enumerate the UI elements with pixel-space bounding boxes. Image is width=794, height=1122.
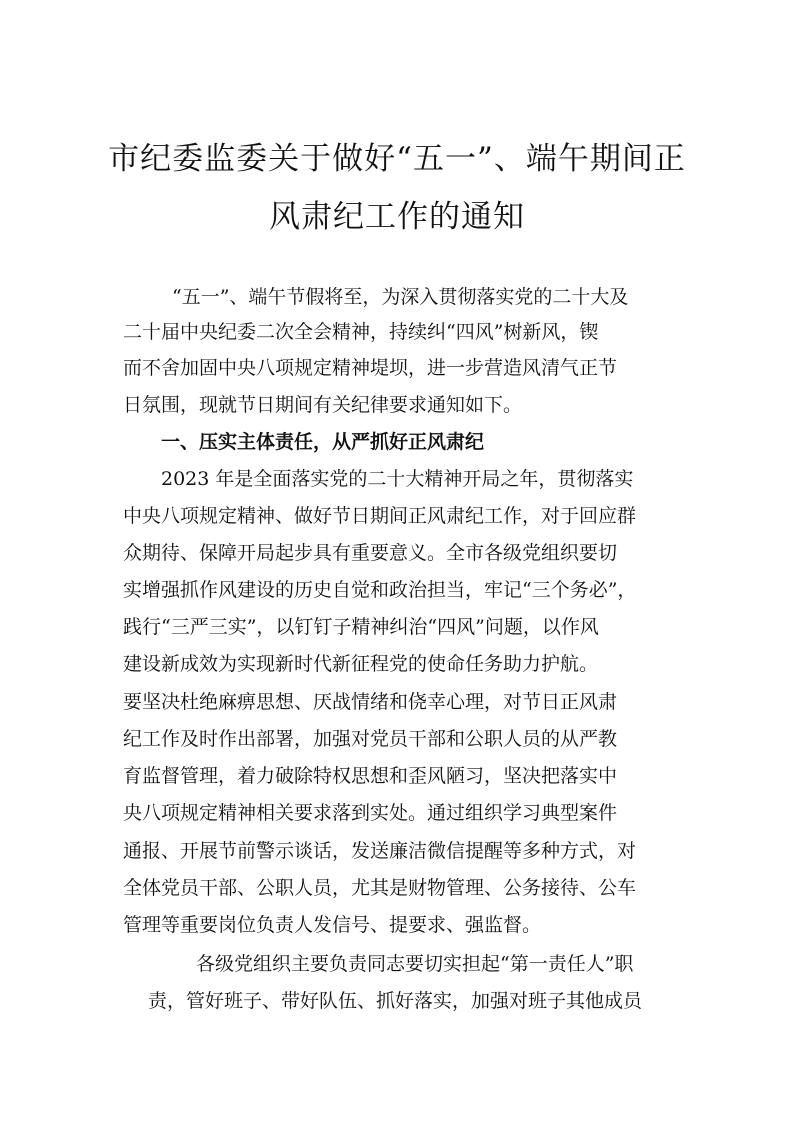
document-title-line-2: 风肃纪工作的通知 (269, 199, 525, 235)
section-line: 实增强抓作风建设的历史自觉和政治担当，牢记“三个务必”， (123, 579, 637, 601)
section-line: 管理等重要岗位负责人发信号、提要求、强监督。 (123, 914, 542, 936)
section-line: 要坚决杜绝麻痹思想、厌战情绪和侥幸心理，对节日正风肃 (123, 691, 618, 713)
section-line: 践行“三严三实”，以钉钉子精神纠治“四风”问题，以作风 (123, 616, 599, 638)
section-line: 众期待、保障开局起步具有重要意义。全市各级党组织要切 (123, 542, 618, 564)
document-title-line-1: 市纪委监委关于做好“五一”、端午期间正 (108, 141, 686, 177)
intro-line: “五一”、端午节假将至，为深入贯彻落实党的二十大及 (172, 286, 629, 308)
intro-line: 日氛围，现就节日期间有关纪律要求通知如下。 (123, 394, 523, 416)
section-line: 纪工作及时作出部署，加强对党员干部和公职人员的从严教 (123, 728, 618, 750)
section-heading: 一、压实主体责任，从严抓好正风肃纪 (161, 431, 485, 453)
section-line: 央八项规定精神相关要求落到实处。通过组织学习典型案件 (123, 802, 618, 824)
section-line: 通报、开展节前警示谈话，发送廉洁微信提醒等多种方式，对 (123, 840, 637, 862)
intro-line: 而不舍加固中央八项规定精神堤坝，进一步营造风清气正节 (123, 357, 618, 379)
paragraph-line: 各级党组织主要负责同志要切实担起“第一责任人”职 (196, 953, 634, 975)
section-line: 2023 年是全面落实党的二十大精神开局之年，贯彻落实 (161, 468, 634, 490)
paragraph-line: 责，管好班子、带好队伍、抓好落实，加强对班子其他成员 (148, 990, 643, 1012)
section-line: 中央八项规定精神、做好节日期间正风肃纪工作，对于回应群 (123, 505, 637, 527)
section-line: 建设新成效为实现新时代新征程党的使命任务助力护航。 (123, 653, 599, 675)
intro-line: 二十届中央纪委二次全会精神，持续纠“四风”树新风，锲 (123, 321, 599, 343)
section-line: 育监督管理，着力破除特权思想和歪风陋习，坚决把落实中 (123, 765, 618, 787)
section-line: 全体党员干部、公职人员，尤其是财物管理、公务接待、公车 (123, 877, 637, 899)
